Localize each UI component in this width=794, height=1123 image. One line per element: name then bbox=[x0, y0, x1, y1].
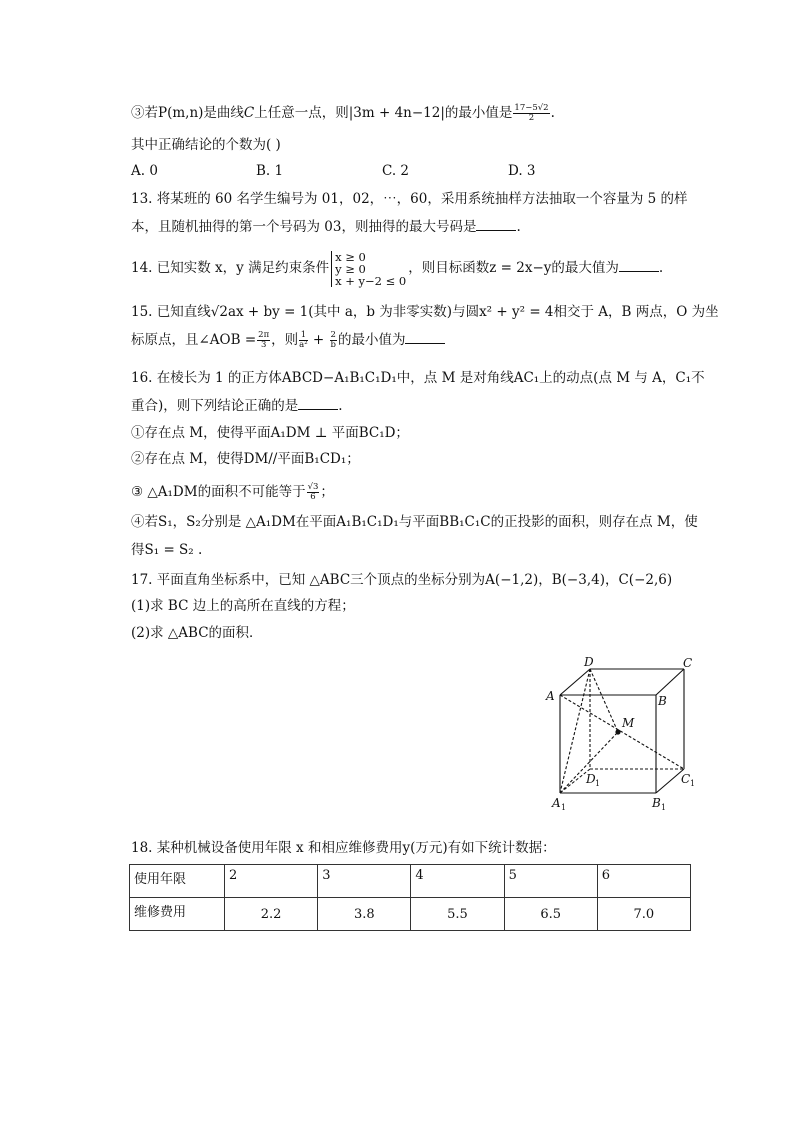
label-c1: C bbox=[681, 772, 691, 786]
frac-numerator: 2π bbox=[258, 330, 270, 340]
answer-blank bbox=[619, 259, 659, 272]
q15-fraction-1 bbox=[299, 331, 307, 350]
q16-end: . bbox=[338, 398, 343, 414]
label-d: D bbox=[584, 655, 594, 669]
table-cell: 5 bbox=[504, 865, 597, 898]
frac-denominator: 3 bbox=[260, 340, 267, 350]
label-b1-sub: 1 bbox=[661, 803, 667, 812]
table-header-costs: 维修费用 bbox=[130, 898, 225, 931]
q15-plus: + bbox=[308, 332, 329, 348]
q14-text: 14. 已知实数 x，y 满足约束条件 bbox=[131, 260, 330, 276]
label-m: M bbox=[622, 716, 635, 730]
frac-denominator: 6 bbox=[310, 492, 316, 502]
table-cell: 2.2 bbox=[225, 898, 318, 931]
q17-line1: 17. 平面直角坐标系中，已知 △ABC三个顶点的坐标分别为A(−1,2)，B(−3,4)，C(−2,6) bbox=[131, 572, 673, 588]
table-row-years bbox=[130, 865, 691, 898]
q16-item4-line2: 得S₁ = S₂ . bbox=[131, 542, 203, 558]
frac-numerator: 1 bbox=[300, 330, 307, 340]
q12-options bbox=[131, 162, 691, 180]
q16-item3-fraction bbox=[307, 483, 320, 502]
q12-option-a: A. 0 bbox=[131, 163, 158, 179]
table-cell: 3.8 bbox=[318, 898, 411, 931]
q12-curve-c: C bbox=[243, 105, 255, 121]
label-c1-sub: 1 bbox=[690, 779, 696, 788]
edge-c1b1 bbox=[656, 769, 684, 793]
table-row-costs bbox=[130, 898, 691, 931]
q15-text-b: ，则 bbox=[271, 332, 299, 348]
q15-fraction-2 bbox=[330, 331, 337, 350]
q12-option-c: C. 2 bbox=[382, 163, 410, 179]
q18-line: 18. 某种机械设备使用年限 x 和相应维修费用y(万元)有如下统计数据： bbox=[131, 840, 556, 856]
q15-text-c: 的最小值为 bbox=[337, 332, 406, 348]
frac-denominator: b bbox=[330, 340, 336, 350]
label-b1: B bbox=[652, 796, 661, 810]
q17-part1: (1)求 BC 边上的高所在直线的方程； bbox=[131, 598, 355, 614]
table-cell: 2 bbox=[225, 865, 318, 898]
q16-item3-end: ； bbox=[320, 484, 334, 500]
frac-numerator: √3 bbox=[307, 482, 319, 492]
frac-denominator: a² bbox=[299, 340, 308, 350]
q15-line2 bbox=[131, 331, 445, 350]
q18-data-table bbox=[129, 864, 691, 931]
constraint-1: x ≥ 0 bbox=[335, 249, 366, 264]
label-a1-sub: 1 bbox=[561, 803, 567, 812]
constraint-3: x + y−2 ≤ 0 bbox=[335, 273, 407, 288]
q14-constraint-system bbox=[331, 251, 406, 287]
q13-text: 本，且随机抽得的第一个号码为 03，则抽得的最大号码是 bbox=[131, 219, 477, 235]
label-a1: A bbox=[552, 796, 561, 810]
table-cell: 6 bbox=[597, 865, 690, 898]
q14-line bbox=[131, 250, 663, 287]
q12-item3-text-a: ③若P(m,n)是曲线 bbox=[131, 105, 244, 121]
edge-cb bbox=[656, 669, 684, 695]
segment-dm bbox=[590, 669, 618, 732]
table-cell: 7.0 bbox=[597, 898, 690, 931]
answer-blank bbox=[476, 218, 516, 231]
q16-item3-text: ③ △A₁DM的面积不可能等于 bbox=[131, 484, 306, 500]
q12-item3-text-b: 上任意一点，则|3m + 4n−12|的最小值是 bbox=[254, 105, 513, 121]
q12-question: 其中正确结论的个数为( ) bbox=[131, 137, 281, 153]
q16-text: 重合)，则下列结论正确的是 bbox=[131, 398, 299, 414]
label-b: B bbox=[658, 694, 667, 708]
q16-item3 bbox=[131, 483, 334, 502]
table-cell: 6.5 bbox=[504, 898, 597, 931]
q13-line1: 13. 将某班的 60 名学生编号为 01，02，⋯，60，采用系统抽样方法抽取一个容量为 5 的样 bbox=[131, 191, 688, 207]
cube-figure bbox=[540, 655, 700, 815]
frac-numerator: 2 bbox=[330, 330, 336, 340]
label-a: A bbox=[546, 689, 555, 703]
q12-option-b: B. 1 bbox=[256, 163, 284, 179]
point-m bbox=[615, 729, 620, 734]
q12-item3-fraction bbox=[513, 104, 549, 123]
q12-item3-end: . bbox=[550, 105, 555, 121]
q15-text-a: 标原点，且∠AOB = bbox=[131, 332, 257, 348]
label-d1-sub: 1 bbox=[595, 779, 601, 788]
edge-ad bbox=[560, 669, 590, 695]
answer-blank bbox=[298, 397, 338, 410]
constraint-2: y ≥ 0 bbox=[335, 261, 366, 276]
q17-part2: (2)求 △ABC的面积． bbox=[131, 625, 263, 641]
q16-line2 bbox=[131, 397, 343, 415]
q14-objective: ，则目标函数z = 2x−y的最大值为 bbox=[408, 260, 619, 276]
table-cell: 4 bbox=[411, 865, 504, 898]
frac-numerator: 17−5√2 bbox=[514, 103, 549, 113]
q13-line2 bbox=[131, 218, 521, 236]
q12-option-d: D. 3 bbox=[508, 163, 536, 179]
q12-item3 bbox=[131, 104, 555, 123]
label-c: C bbox=[683, 656, 693, 670]
q16-item4-line1: ④若S₁，S₂分别是 △A₁DM在平面A₁B₁C₁D₁与平面BB₁C₁C的正投影的面积，则存在点 M，使 bbox=[131, 514, 698, 530]
label-d1: D bbox=[586, 772, 596, 786]
q16-item1: ①存在点 M，使得平面A₁DM ⊥ 平面BC₁D； bbox=[131, 425, 409, 441]
answer-blank bbox=[405, 331, 445, 344]
table-cell: 3 bbox=[318, 865, 411, 898]
table-header-years: 使用年限 bbox=[130, 865, 225, 898]
frac-denominator: 2 bbox=[528, 113, 535, 123]
q15-line1: 15. 已知直线√2ax + by = 1(其中 a，b 为非零实数)与圆x² + y² = 4相交于 A，B 两点，O 为坐 bbox=[131, 304, 719, 320]
q16-item2: ②存在点 M，使得DM//平面B₁CD₁； bbox=[131, 451, 360, 467]
q15-angle-fraction bbox=[257, 331, 270, 350]
q14-end: . bbox=[658, 260, 664, 276]
q16-line1: 16. 在棱长为 1 的正方体ABCD−A₁B₁C₁D₁中，点 M 是对角线AC₁上的动点(点 M 与 A，C₁不 bbox=[131, 370, 705, 386]
q13-end: . bbox=[516, 219, 521, 235]
table-cell: 5.5 bbox=[411, 898, 504, 931]
